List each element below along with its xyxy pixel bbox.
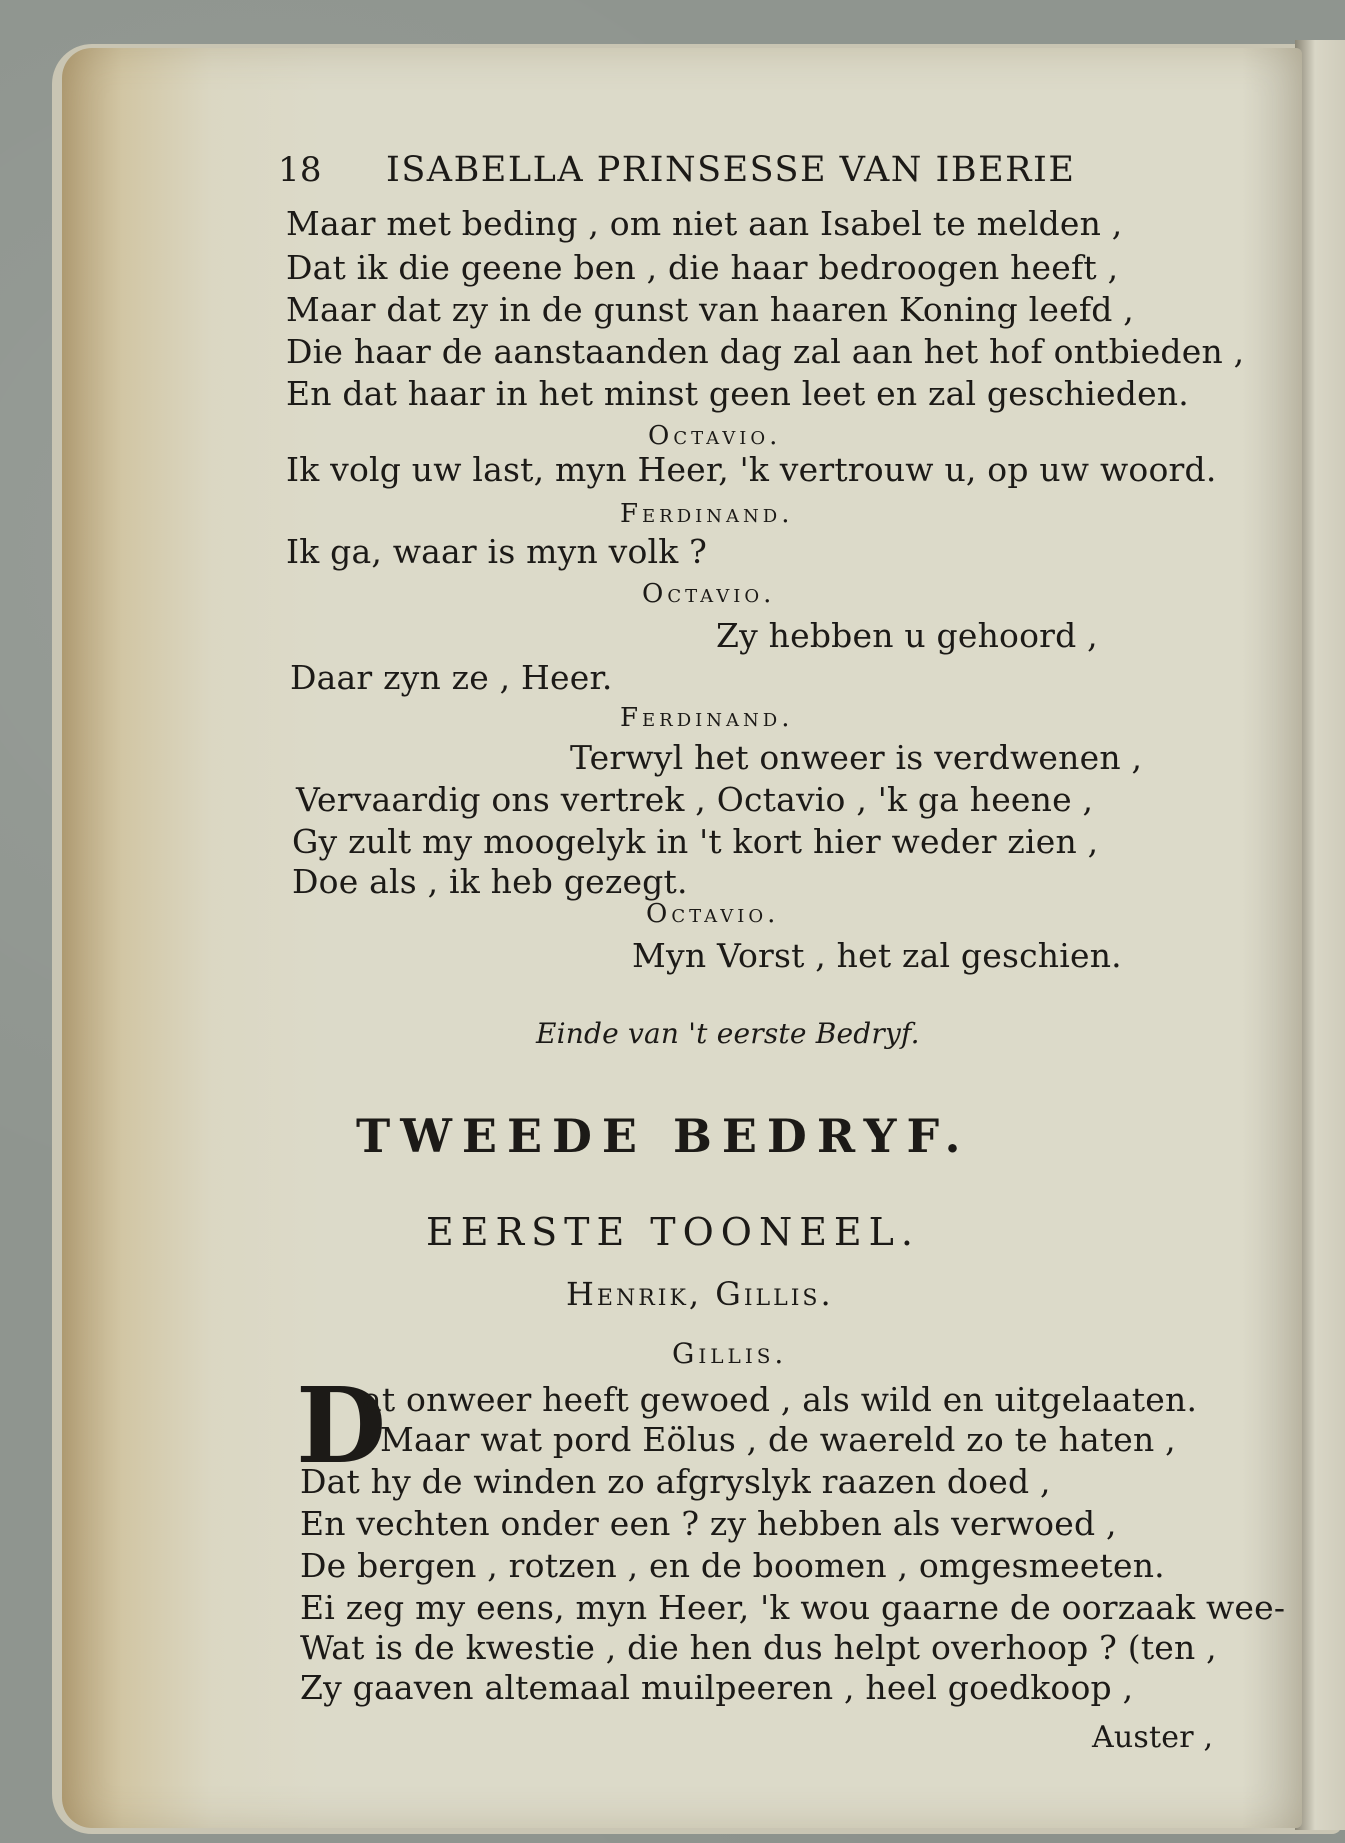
verse-line: Daar zyn ze , Heer. — [290, 658, 613, 697]
speaker-name: Gillis. — [672, 1337, 788, 1370]
verse-line: En dat haar in het minst geen leet en zal geschieden. — [286, 374, 1189, 413]
verse-line: Vervaardig ons vertrek , Octavio , 'k ga heene , — [296, 780, 1094, 819]
speaker-name: Octavio. — [648, 421, 782, 451]
verse-line: Myn Vorst , het zal geschien. — [632, 936, 1122, 975]
verse-line: Doe als , ik heb gezegt. — [292, 862, 688, 901]
verse-line: Terwyl het onweer is verdwenen , — [570, 738, 1143, 777]
verse-line: Dat hy de winden zo afgryslyk raazen doed , — [300, 1462, 1051, 1501]
verse-line: Zy hebben u gehoord , — [716, 616, 1098, 655]
verse-line: Ei zeg my eens, myn Heer, 'k wou gaarne de oorzaak wee- — [300, 1588, 1286, 1627]
verse-line: En vechten onder een ? zy hebben als verwoed , — [300, 1504, 1117, 1543]
verse-line: Zy gaaven altemaal muilpeeren , heel goedkoop , — [300, 1668, 1134, 1707]
verse-line: Ik volg uw last, myn Heer, 'k vertrouw u, op uw woord. — [286, 450, 1217, 489]
verse-line: De bergen , rotzen , en de boomen , omgesmeeten. — [300, 1546, 1165, 1585]
speaker-name: Ferdinand. — [620, 703, 794, 733]
verse-line: Dat ik die geene ben , die haar bedroogen heeft , — [286, 248, 1119, 287]
verse-line: Ik ga, waar is myn volk ? — [286, 532, 708, 571]
verse-line: Maar wat pord Eölus , de waereld zo te haten , — [380, 1420, 1176, 1459]
verse-line: Maar dat zy in de gunst van haaren Koning leefd , — [286, 290, 1134, 329]
page-number: 18 — [278, 150, 322, 190]
verse-line: Wat is de kwestie , die hen dus helpt overhoop ? (ten , — [300, 1628, 1217, 1667]
catchword: Auster , — [1092, 1720, 1214, 1755]
verse-line: Die haar de aanstaanden dag zal aan het hof ontbieden , — [286, 332, 1245, 371]
speaker-name: Ferdinand. — [620, 499, 794, 529]
end-of-act: Einde van 't eerste Bedryf. — [536, 1017, 920, 1050]
scene-title: EERSTE TOONEEL. — [426, 1210, 920, 1254]
act-title: TWEEDE BEDRYF. — [356, 1109, 971, 1163]
verse-line: at onweer heeft gewoed , als wild en uitgelaaten. — [362, 1380, 1198, 1419]
speaker-name: Octavio. — [642, 579, 776, 609]
running-title: ISABELLA PRINSESSE VAN IBERIE — [386, 150, 1076, 190]
drop-cap: D — [296, 1364, 387, 1487]
verse-line: Gy zult my moogelyk in 't kort hier weder zien , — [292, 822, 1099, 861]
verse-line: Maar met beding , om niet aan Isabel te melden , — [286, 204, 1123, 243]
cast-list: Henrik, Gillis. — [566, 1275, 834, 1313]
speaker-name: Octavio. — [646, 899, 780, 929]
